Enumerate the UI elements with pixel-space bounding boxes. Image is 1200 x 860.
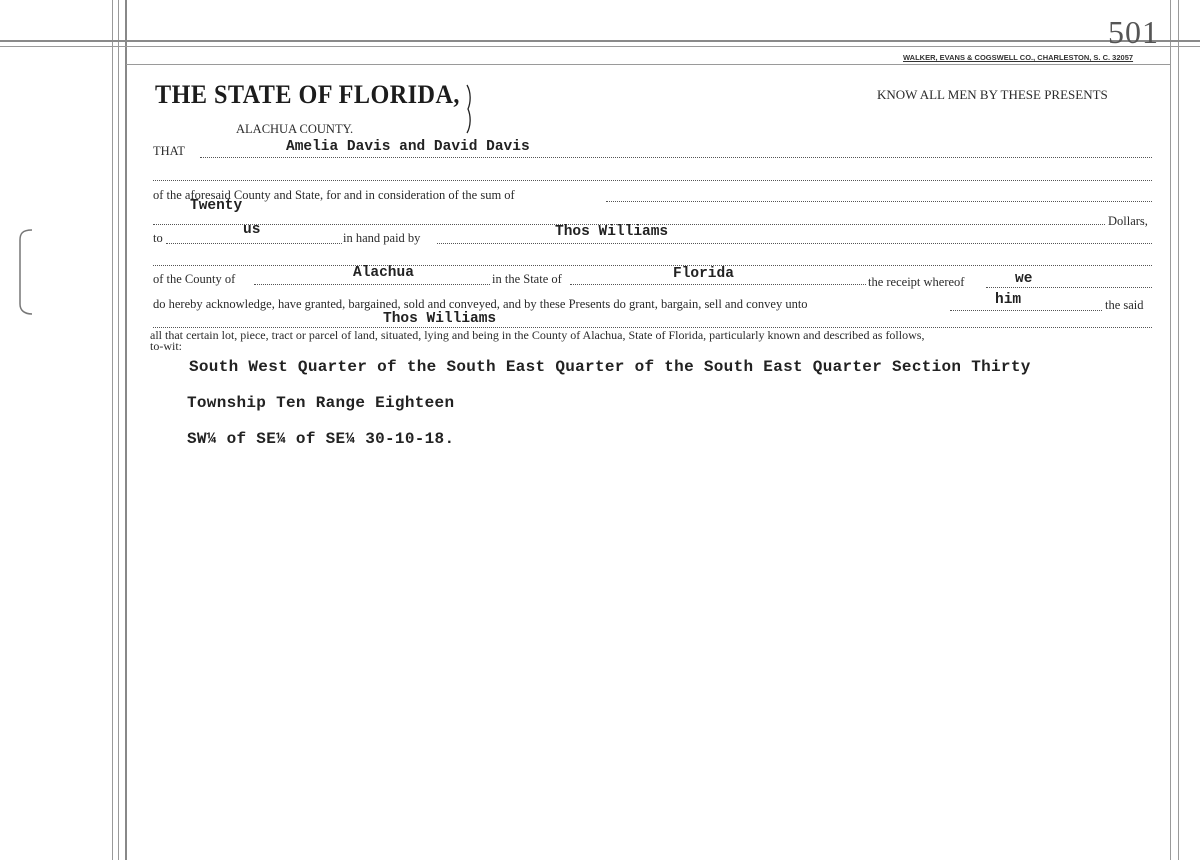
state-of-label: in the State of [492, 272, 562, 286]
county-of-label: of the County of [153, 272, 236, 286]
receipt-label: the receipt whereof [868, 275, 965, 289]
blank-line [153, 180, 1152, 181]
paid-by-value: Thos Williams [555, 224, 669, 240]
unto-value: him [995, 292, 1022, 308]
page-number: 501 [1108, 14, 1159, 50]
paid-by-line [437, 243, 1152, 244]
top-rule [0, 40, 1200, 42]
that-label: THAT [153, 144, 185, 158]
grantee-value: Thos Williams [383, 311, 497, 327]
description-line-1: South West Quarter of the South East Quarter of the South East Quarter Section Thirty [189, 358, 1031, 376]
description-line-2: Township Ten Range Eighteen [187, 394, 455, 412]
know-all-men: KNOW ALL MEN BY THESE PRESENTS [877, 87, 1108, 102]
description-line-3: SW¼ of SE¼ of SE¼ 30-10-18. [187, 430, 455, 448]
land-text: all that certain lot, piece, tract or parcel of land, situated, lying and being in the County of Alachua, State of Florida, particularly known and described as follows, [150, 328, 925, 342]
receipt-line [986, 287, 1152, 288]
page-left-edge [125, 0, 127, 860]
top-rule-thin [0, 46, 1200, 47]
county-of-line [254, 284, 490, 285]
acknowledge-text: do hereby acknowledge, have granted, bargained, sold and conveyed, and by these Presents do grant, bargain, sell and convey unto [153, 297, 808, 311]
county-of-value: Alachua [353, 265, 414, 281]
to-line [166, 243, 342, 244]
dollars-label: Dollars, [1108, 214, 1148, 228]
the-said-label: the said [1105, 298, 1144, 312]
to-label: to [153, 231, 163, 245]
brace-icon [465, 84, 473, 134]
grantor-line [200, 157, 1152, 158]
state-of-value: Florida [673, 266, 734, 282]
blank-line-2 [153, 265, 1152, 266]
grantors-value: Amelia Davis and David Davis [286, 139, 530, 155]
consideration-text: of the aforesaid County and State, for and in consideration of the sum of [153, 188, 515, 202]
sum-line [606, 201, 1152, 202]
binder-clip-icon [16, 228, 36, 316]
state-title: THE STATE OF FLORIDA, [155, 80, 460, 109]
county-label: ALACHUA COUNTY. [236, 122, 354, 136]
paid-by-label: in hand paid by [343, 231, 421, 245]
printer-imprint: WALKER, EVANS & COGSWELL CO., CHARLESTON, S. C. 32057 [903, 53, 1134, 62]
left-margin-rule [112, 0, 113, 860]
to-value: us [243, 222, 261, 238]
page-right-edge [1170, 0, 1171, 860]
to-wit: to-wit: [150, 339, 182, 353]
unto-line [950, 310, 1102, 311]
header-rule [126, 64, 1170, 65]
sum-words: Twenty [190, 198, 243, 214]
receipt-value: we [1015, 271, 1033, 287]
right-margin-rule [1178, 0, 1179, 860]
state-of-line [570, 284, 866, 285]
left-margin-rule-inner [118, 0, 119, 860]
